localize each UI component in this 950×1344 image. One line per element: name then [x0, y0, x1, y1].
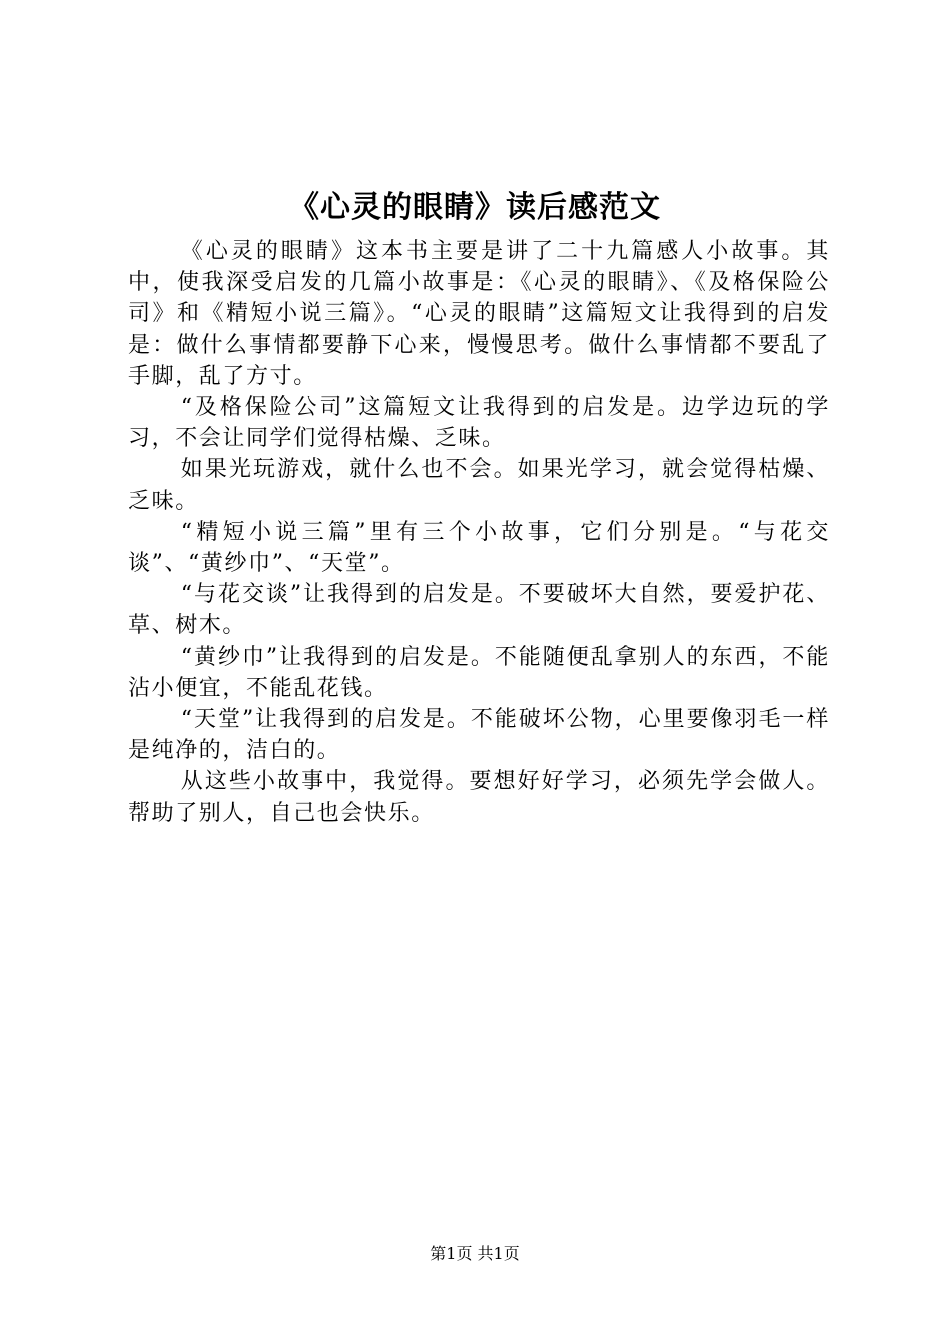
- body-paragraph: “黄纱巾”让我得到的启发是。不能随便乱拿别人的东西，不能沾小便宜，不能乱花钱。: [128, 644, 830, 701]
- body-paragraph: “及格保险公司”这篇短文让我得到的启发是。边学边玩的学习，不会让同学们觉得枯燥、乏味。: [128, 395, 830, 452]
- body-paragraph: 如果光玩游戏，就什么也不会。如果光学习，就会觉得枯燥、乏味。: [128, 457, 830, 514]
- body-paragraph: “天堂”让我得到的启发是。不能破坏公物，心里要像羽毛一样是纯净的，洁白的。: [128, 707, 830, 764]
- page-number-footer: 第1页 共1页: [430, 1244, 520, 1263]
- body-paragraph: “精短小说三篇”里有三个小故事，它们分别是。“与花交谈”、“黄纱巾”、“天堂”。: [128, 519, 830, 577]
- body-paragraph: “与花交谈”让我得到的启发是。不要破坏大自然，要爱护花、草、树木。: [128, 582, 830, 639]
- document-title: 《心灵的眼睛》读后感范文: [289, 190, 661, 225]
- body-paragraph: 《心灵的眼睛》这本书主要是讲了二十九篇感人小故事。其中，使我深受启发的几篇小故事是：《心灵的眼睛》、《及格保险公司》和《精短小说三篇》。“心灵的眼睛”这篇短文让我得到的启发是：做什么事情都要静下心来，慢慢思考。做什么事情都不要乱了手脚，乱了方寸。: [128, 239, 830, 389]
- body-paragraph: 从这些小故事中，我觉得。要想好好学习，必须先学会做人。帮助了别人，自己也会快乐。: [128, 769, 830, 826]
- document-body: [128, 236, 830, 829]
